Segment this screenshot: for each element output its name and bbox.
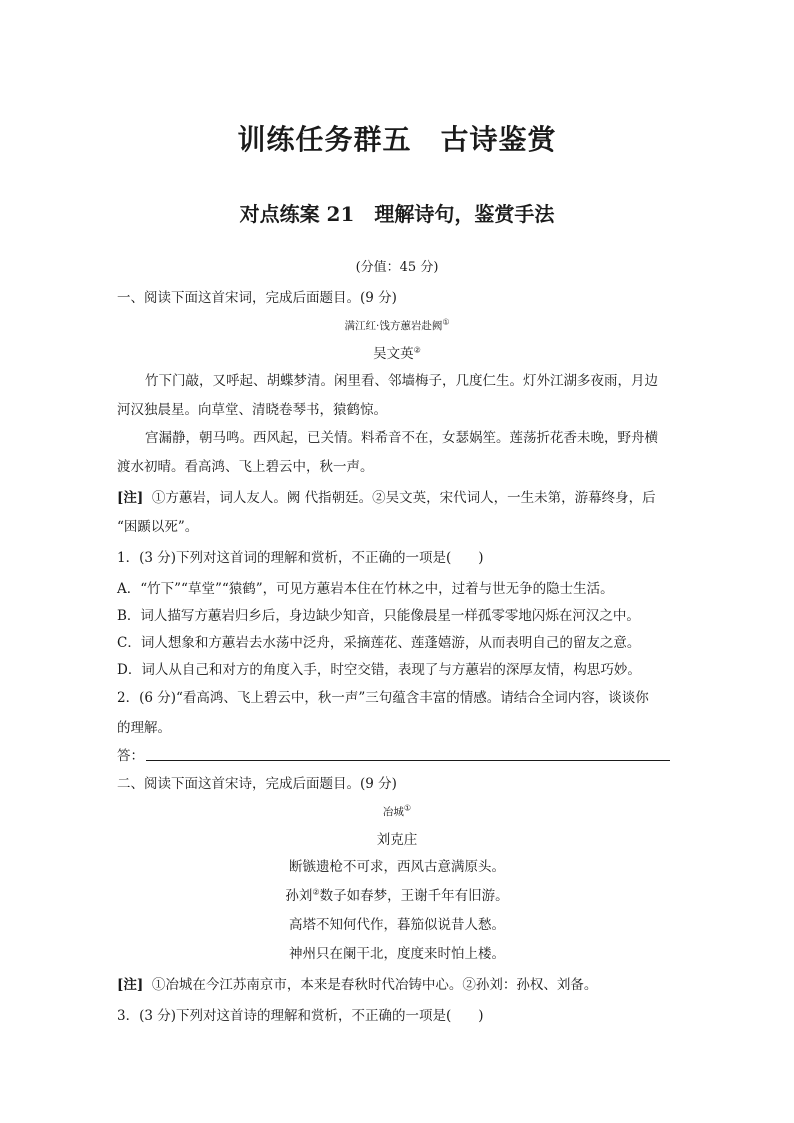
poem2-verse-2-prefix: 孙刘 — [285, 888, 313, 904]
poem1-line-3: 宫漏静，朝马鸣。西风起，已关情。料希音不在，女瑟娲笙。莲荡折花香未晚，野舟横 — [145, 430, 658, 446]
poem1-note-tag: [注] — [117, 490, 144, 506]
question-2-stem-line-2: 的理解。 — [117, 720, 171, 736]
question-3-stem: 3．(3 分)下列对这首诗的理解和赏析，不正确的一项是( ) — [117, 1008, 484, 1024]
page-subtitle: 对点练案 21 理解诗句，鉴赏手法 — [239, 202, 555, 226]
poem2-verse-1: 断镞遗枪不可求，西风古意满原头。 — [289, 859, 505, 875]
poem2-author: 刘克庄 — [376, 832, 418, 848]
poem1-title-note: ① — [442, 317, 450, 327]
poem1-line-2: 河汉独晨星。向草堂、清晓卷琴书，猿鹤惊。 — [117, 402, 387, 418]
question-1-option-a: A．“竹下”“草堂”“猿鹤”，可见方蕙岩本住在竹林之中，过着与世无争的隐士生活。 — [117, 581, 614, 597]
poem1-author-line — [0, 342, 794, 362]
question-1-option-d: D．词人从自己和对方的角度入手，时空交错，表现了与方蕙岩的深厚友情，构思巧妙。 — [117, 662, 641, 678]
question-1-option-c: C．词人想象和方蕙岩去水荡中泛舟，采摘莲花、莲蓬嬉游，从而表明自己的留友之意。 — [117, 635, 641, 651]
poem2-verse-2-line — [0, 884, 794, 904]
poem1-line-1: 竹下门敲，又呼起、胡蝶梦清。闲里看、邻墙梅子，几度仁生。灯外江湖多夜雨，月边 — [145, 373, 658, 389]
poem2-verse-3: 高塔不知何代作，暮笳似说昔人愁。 — [289, 917, 505, 933]
poem1-note-line-2: “困踬以死”。 — [117, 519, 199, 535]
question-1-stem: 1．(3 分)下列对这首词的理解和赏析，不正确的一项是( ) — [117, 550, 484, 566]
poem1-line-4: 渡水初晴。看高鸿、飞上碧云中，秋一声。 — [117, 459, 374, 475]
question-2-answer-line[interactable] — [146, 760, 670, 761]
question-1-option-b: B．词人描写方蕙岩归乡后，身边缺少知音，只能像晨星一样孤零零地闪烁在河汉之中。 — [117, 608, 640, 624]
poem1-title-line — [0, 318, 794, 333]
poem1-title: 满江红·饯方蕙岩赴阙 — [344, 320, 443, 332]
poem2-verse-2-note: ② — [312, 887, 320, 897]
poem2-title: 冶城 — [382, 806, 404, 818]
poem2-note-tag: [注] — [117, 977, 144, 993]
question-2-stem-line-1: 2．(6 分)“看高鸿、飞上碧云中，秋一声”三句蕴含丰富的情感。请结合全词内容，谈谈你 — [117, 690, 649, 706]
poem2-verse-4: 神州只在阑干北，度度来时怕上楼。 — [289, 946, 505, 962]
poem1-author-note: ② — [413, 345, 421, 355]
poem1-note-line-1: ①方蕙岩，词人友人。阙 代指朝廷。②吴文英，宋代词人，一生未第，游幕终身，后 — [151, 490, 656, 506]
poem1-author: 吴文英 — [373, 346, 414, 362]
poem2-note-text: ①冶城在今江苏南京市，本来是春秋时代冶铸中心。②孙刘：孙权、刘备。 — [151, 977, 598, 993]
question-2-answer-label: 答： — [117, 748, 144, 764]
poem2-title-note: ① — [403, 803, 412, 813]
poem2-verse-2: 数子如春梦，王谢千年有旧游。 — [319, 888, 509, 904]
poem2-note — [117, 973, 597, 993]
score-info: (分值：45 分) — [355, 260, 439, 275]
poem2-title-line — [0, 804, 794, 819]
section2-heading: 二、阅读下面这首宋诗，完成后面题目。(9 分) — [117, 776, 397, 792]
page-title: 训练任务群五 古诗鉴赏 — [237, 123, 557, 156]
poem1-note — [117, 486, 656, 506]
section1-heading: 一、阅读下面这首宋词，完成后面题目。(9 分) — [117, 290, 397, 306]
